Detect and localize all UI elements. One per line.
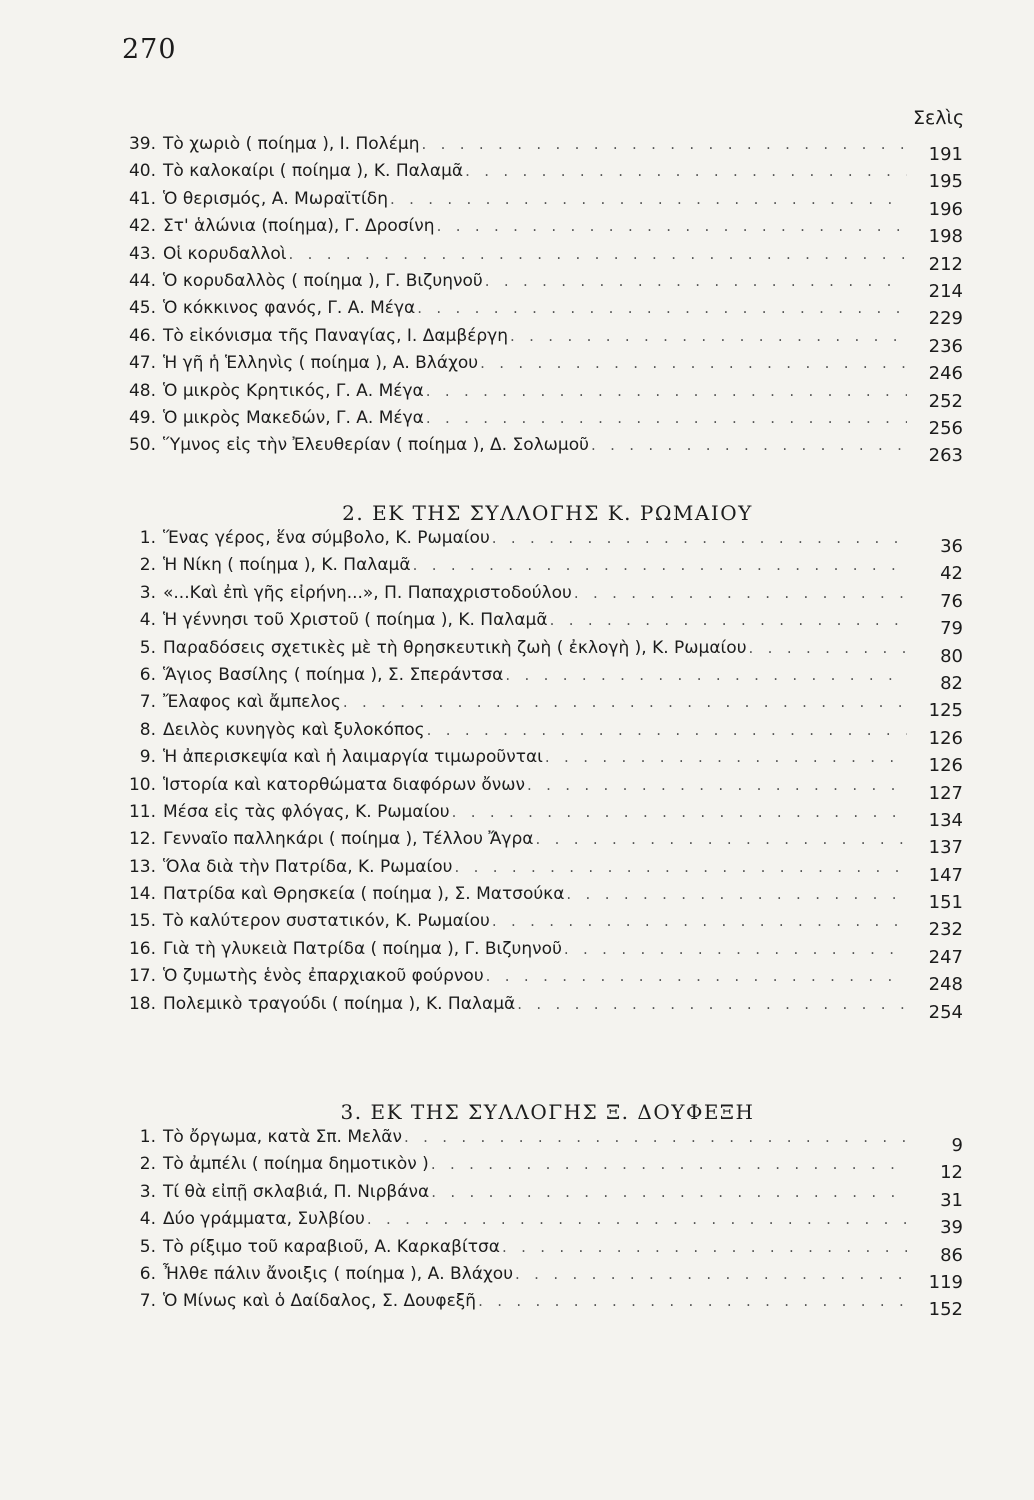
- dot-leader: [515, 1264, 907, 1284]
- entry-number: 2.: [139, 1154, 156, 1175]
- dot-leader: [535, 829, 907, 849]
- dot-leader: [480, 353, 907, 373]
- toc-entry: [118, 1264, 963, 1291]
- dot-leader: [426, 381, 907, 401]
- dot-leader: [478, 1291, 907, 1311]
- entry-page: 42: [940, 563, 963, 585]
- section-3: [118, 1097, 963, 1319]
- dot-leader: [427, 720, 907, 740]
- dot-leader: [454, 857, 907, 877]
- toc-entry: [118, 188, 963, 220]
- entry-title: Ὁ κορυδαλλὸς ( ποίημα ), Γ. Βιζυηνοῦ: [163, 270, 483, 291]
- entry-page: 126: [928, 727, 963, 749]
- entry-number: 48.: [128, 380, 156, 401]
- toc-entry: [118, 638, 963, 665]
- entry-page: 236: [928, 335, 963, 357]
- dot-leader: [288, 244, 907, 264]
- entry-number: 4.: [139, 610, 156, 631]
- toc-entry: [118, 380, 963, 412]
- entry-number: 7.: [139, 1291, 156, 1312]
- entry-title: Ἱστορία καὶ κατορθώματα διαφόρων ὄνων: [163, 774, 525, 795]
- dot-leader: [465, 161, 907, 181]
- entry-page: 76: [940, 590, 963, 612]
- toc-entry: [118, 161, 963, 193]
- dot-leader: [431, 1182, 907, 1202]
- entry-title: Ἦλθε πάλιν ἄνοιξις ( ποίημα ), Α. Βλάχου: [163, 1263, 514, 1284]
- dot-leader: [574, 583, 907, 603]
- toc-entry: [118, 325, 963, 357]
- entry-page: 31: [940, 1189, 963, 1211]
- entry-page: 252: [928, 390, 963, 412]
- toc-entry: [118, 720, 963, 747]
- entry-title: Πατρίδα καὶ Θρησκεία ( ποίημα ), Σ. Ματσούκα: [163, 884, 565, 905]
- entry-number: 15.: [128, 911, 156, 932]
- toc-entry: [118, 528, 963, 555]
- entry-number: 7.: [139, 692, 156, 713]
- entry-page: 147: [928, 864, 963, 886]
- entry-title: Πολεμικὸ τραγούδι ( ποίημα ), Κ. Παλαμᾶ: [163, 993, 516, 1014]
- entry-title: Οἱ κορυδαλλοὶ: [163, 243, 287, 264]
- entry-number: 5.: [139, 1236, 156, 1257]
- dot-leader: [426, 408, 907, 428]
- entry-number: 2.: [139, 555, 156, 576]
- entry-page: 79: [940, 618, 963, 640]
- entry-title: Γενναῖο παλληκάρι ( ποίημα ), Τέλλου Ἄγρα: [163, 829, 534, 850]
- toc-entry: [118, 216, 963, 248]
- entry-page: 151: [928, 892, 963, 914]
- entry-number: 18.: [128, 993, 156, 1014]
- toc-entry: [118, 1209, 963, 1239]
- entry-number: 49.: [128, 407, 156, 428]
- toc-entry: [118, 802, 963, 829]
- entry-number: 3.: [139, 1181, 156, 1202]
- entry-title: Τὸ ἀμπέλι ( ποίημα δημοτικὸν ): [163, 1154, 429, 1175]
- entry-number: 42.: [128, 216, 156, 237]
- toc-entry: [118, 298, 963, 330]
- entry-title: Ὅλα διὰ τὴν Πατρίδα, Κ. Ρωμαίου: [163, 856, 453, 877]
- entry-title: Τί θὰ εἰπῇ σκλαβιά, Π. Νιρβάνα: [163, 1181, 430, 1202]
- toc-entry: [118, 994, 963, 1021]
- entry-title: Μέσα εἰς τὰς φλόγας, Κ. Ρωμαίου: [163, 801, 450, 822]
- dot-leader: [431, 1154, 907, 1174]
- toc-entry: [118, 692, 963, 722]
- entry-page: 80: [940, 645, 963, 667]
- entry-page: 152: [928, 1299, 963, 1321]
- entry-number: 14.: [128, 884, 156, 905]
- entry-page: 9: [951, 1135, 963, 1156]
- entry-title: Τὸ χωριὸ ( ποίημα ), Ι. Πολέμη: [163, 134, 420, 154]
- entry-number: 44.: [128, 270, 156, 291]
- entry-page: 248: [928, 974, 963, 996]
- entry-page: 198: [928, 226, 963, 248]
- entry-number: 13.: [128, 856, 156, 877]
- entry-page: 119: [928, 1271, 963, 1293]
- entry-page: 256: [928, 417, 963, 439]
- dot-leader: [550, 610, 907, 630]
- dot-leader: [492, 911, 907, 931]
- entry-title: Τὸ καλοκαίρι ( ποίημα ), Κ. Παλαμᾶ: [163, 161, 464, 182]
- entry-page: 86: [940, 1244, 963, 1266]
- dot-leader: [527, 775, 907, 795]
- entry-page: 134: [928, 809, 963, 831]
- toc-entry: [118, 884, 963, 914]
- entry-title: Ὁ κόκκινος φανός, Γ. Α. Μέγα: [163, 298, 416, 319]
- entry-page: 254: [928, 1001, 963, 1023]
- entry-page: 36: [940, 536, 963, 557]
- toc-entry: [118, 665, 963, 692]
- entry-page: 196: [928, 198, 963, 220]
- entry-number: 46.: [128, 325, 156, 346]
- entry-title: Ὕμνος εἰς τὴν Ἐλευθερίαν ( ποίημα ), Δ. Σολωμοῦ: [163, 435, 589, 456]
- section-2: [118, 498, 963, 1021]
- dot-leader: [390, 189, 907, 209]
- entry-number: 11.: [128, 801, 156, 822]
- toc-entry: [118, 1291, 963, 1321]
- entry-title: Ὁ Μίνως καὶ ὁ Δαίδαλος, Σ. Δουφεξῆ: [163, 1291, 477, 1312]
- entry-title: Ἕνας γέρος, ἕνα σύμβολο, Κ. Ρωμαίου: [163, 528, 490, 548]
- dot-leader: [545, 747, 907, 767]
- entry-number: 6.: [139, 1263, 156, 1284]
- entry-number: 16.: [128, 938, 156, 959]
- toc-entry: [118, 775, 963, 802]
- entry-number: 39.: [128, 134, 156, 154]
- toc-entry: [118, 270, 963, 302]
- entry-number: 47.: [128, 353, 156, 374]
- entry-page: 232: [928, 919, 963, 941]
- entry-title: Παραδόσεις σχετικὲς μὲ τὴ θρησκευτικὴ ζωὴ ( ἐκλογὴ ), Κ. Ρωμαίου: [163, 637, 747, 658]
- dot-leader: [510, 326, 907, 346]
- toc-entry: [118, 555, 963, 585]
- entry-number: 50.: [128, 435, 156, 456]
- dot-leader: [591, 435, 907, 455]
- toc-entry: [118, 1237, 963, 1264]
- dot-leader: [502, 1237, 907, 1257]
- toc-entry: [118, 911, 963, 941]
- dot-leader: [343, 692, 907, 712]
- entry-number: 12.: [128, 829, 156, 850]
- dot-leader: [437, 216, 907, 236]
- dot-leader: [749, 638, 907, 658]
- entry-title: Ὁ μικρὸς Κρητικός, Γ. Α. Μέγα: [163, 380, 424, 401]
- entry-page: 137: [928, 837, 963, 859]
- entry-page: 195: [928, 171, 963, 193]
- entry-title: Γιὰ τὴ γλυκειὰ Πατρίδα ( ποίημα ), Γ. Βιζυηνοῦ: [163, 938, 562, 959]
- dot-leader: [485, 271, 907, 291]
- toc-entry: [118, 435, 963, 467]
- dot-leader: [404, 1127, 907, 1147]
- entry-page: 82: [940, 672, 963, 694]
- entry-number: 4.: [139, 1209, 156, 1230]
- dot-leader: [452, 802, 907, 822]
- entry-number: 1.: [139, 1127, 156, 1147]
- toc-entry: [118, 610, 963, 640]
- entry-title: Ὁ θερισμός, Α. Μωραϊτίδη: [163, 188, 388, 209]
- entry-page: 12: [940, 1162, 963, 1184]
- entry-number: 1.: [139, 528, 156, 548]
- entry-page: 191: [928, 144, 963, 165]
- entry-page: 125: [928, 700, 963, 722]
- entry-number: 6.: [139, 664, 156, 685]
- entry-title: Τὸ καλύτερον συστατικόν, Κ. Ρωμαίου: [163, 911, 490, 932]
- entry-title: Δειλὸς κυνηγὸς καὶ ξυλοκόπος: [163, 719, 425, 740]
- toc-entry: [118, 1127, 963, 1154]
- toc-entry: [118, 747, 963, 777]
- section-title: 3. ΕΚ ΤΗΣ ΣΥΛΛΟΓΗΣ Ξ. ΔΟΥΦΕΞΗ: [340, 1100, 755, 1124]
- entry-page: 229: [928, 308, 963, 330]
- entry-title: Ἡ γέννησι τοῦ Χριστοῦ ( ποίημα ), Κ. Παλαμᾶ: [163, 610, 548, 631]
- dot-leader: [566, 884, 907, 904]
- entry-title: «...Καὶ ἐπὶ γῆς εἰρήνη...», Π. Παπαχριστοδούλου: [163, 582, 572, 603]
- entry-title: Στ' ἁλώνια (ποίημα), Γ. Δροσίνη: [163, 216, 435, 237]
- dot-leader: [417, 298, 907, 318]
- section-title: 2. ΕΚ ΤΗΣ ΣΥΛΛΟΓΗΣ Κ. ΡΩΜΑΙΟΥ: [342, 501, 753, 525]
- entry-title: Ἡ Νίκη ( ποίημα ), Κ. Παλαμᾶ: [163, 555, 411, 576]
- entry-number: 17.: [128, 966, 156, 987]
- entry-number: 40.: [128, 161, 156, 182]
- toc-entry: [118, 243, 963, 275]
- entry-title: Ἅγιος Βασίλης ( ποίημα ), Σ. Σπεράντσα: [163, 664, 504, 685]
- toc-entry: [118, 939, 963, 966]
- entry-title: Τὸ ρίξιμο τοῦ καραβιοῦ, Α. Καρκαβίτσα: [163, 1236, 500, 1257]
- entry-title: Ἡ ἀπερισκεψία καὶ ἡ λαιμαργία τιμωροῦνται: [163, 747, 543, 768]
- entry-title: Τὸ ὄργωμα, κατὰ Σπ. Μελᾶν: [163, 1127, 402, 1147]
- toc-entry: [118, 829, 963, 859]
- toc-entry: [118, 1182, 963, 1209]
- entry-number: 9.: [139, 747, 156, 768]
- entry-number: 5.: [139, 637, 156, 658]
- dot-leader: [505, 665, 907, 685]
- dot-leader: [413, 555, 907, 575]
- page-number: 270: [122, 34, 177, 65]
- entry-page: 214: [928, 280, 963, 302]
- toc-entry: [118, 966, 963, 996]
- entry-page: 39: [940, 1217, 963, 1239]
- entry-number: 3.: [139, 582, 156, 603]
- toc-entry: [118, 857, 963, 884]
- entry-number: 45.: [128, 298, 156, 319]
- dot-leader: [517, 994, 907, 1014]
- toc-entry: [118, 134, 963, 165]
- entry-page: 263: [928, 445, 963, 467]
- entry-page: 127: [928, 782, 963, 804]
- entry-title: Ἡ γῆ ἡ Ἑλληνὶς ( ποίημα ), Α. Βλάχου: [163, 353, 479, 374]
- toc-entry: [118, 1154, 963, 1184]
- dot-leader: [422, 134, 907, 154]
- dot-leader: [564, 939, 907, 959]
- toc-entry: [118, 407, 963, 439]
- entry-title: Τὸ εἰκόνισμα τῆς Παναγίας, Ι. Δαμβέργη: [163, 325, 509, 346]
- section-1: [118, 134, 963, 467]
- page-column-header: Σελὶς: [913, 107, 965, 129]
- entry-title: Ὁ ζυμωτὴς ἑνὸς ἐπαρχιακοῦ φούρνου: [163, 966, 484, 987]
- entry-number: 10.: [128, 774, 156, 795]
- entry-number: 43.: [128, 243, 156, 264]
- dot-leader: [492, 528, 907, 548]
- dot-leader: [486, 966, 907, 986]
- entry-page: 212: [928, 253, 963, 275]
- entry-title: Δύο γράμματα, Συλβίου: [163, 1209, 365, 1230]
- toc-entry: [118, 583, 963, 610]
- entry-number: 8.: [139, 719, 156, 740]
- entry-title: Ὁ μικρὸς Μακεδών, Γ. Α. Μέγα: [163, 407, 424, 428]
- entry-page: 247: [928, 946, 963, 968]
- entry-page: 246: [928, 363, 963, 385]
- toc-entry: [118, 353, 963, 385]
- dot-leader: [367, 1209, 907, 1229]
- entry-title: Ἔλαφος καὶ ἄμπελος: [163, 692, 341, 713]
- entry-number: 41.: [128, 188, 156, 209]
- entry-page: 126: [928, 755, 963, 777]
